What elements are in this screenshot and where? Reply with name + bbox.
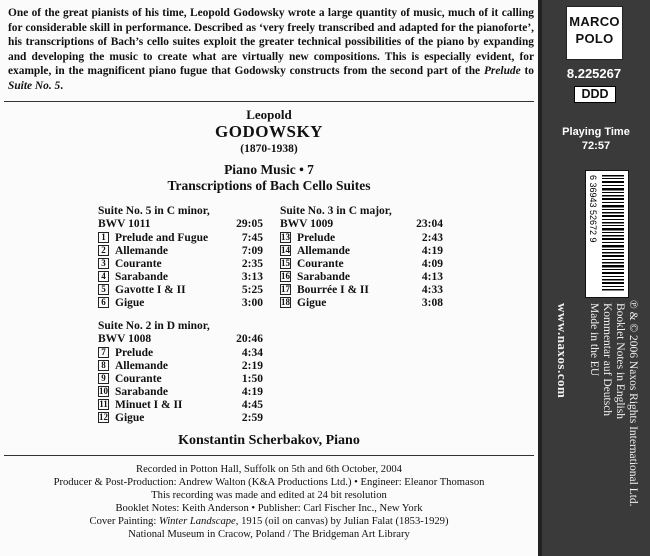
- credit-producer: Producer & Post-Production: Andrew Walton (K&A Productions Ltd.) • Engineer: Eleanor Thomason: [53, 477, 485, 488]
- track-number: 7: [98, 347, 109, 358]
- suite-title: Suite No. 2 in D minor,: [98, 320, 210, 332]
- credit-museum: National Museum in Cracow, Poland / The Bridgeman Art Library: [128, 529, 410, 540]
- track-title: Gigue: [115, 411, 145, 424]
- suite-title: Suite No. 3 in C major,: [280, 205, 392, 217]
- kommentar-language: Kommentar auf Deutsch: [601, 303, 613, 417]
- track-number: 18: [281, 297, 290, 307]
- playing-time-value: 72:57: [581, 140, 611, 152]
- suite-3-block: [280, 205, 443, 309]
- track-number: 5: [98, 284, 109, 295]
- track-duration: 3:13: [241, 270, 263, 283]
- divider-bottom: [4, 455, 534, 456]
- track-row: [98, 372, 263, 385]
- catalog-number: 8.225267: [566, 66, 622, 81]
- track-title: Sarabande: [115, 270, 169, 283]
- credit-booklet-notes: Booklet Notes: Keith Anderson • Publisher: Carl Fischer Inc., New York: [115, 503, 423, 514]
- track-title: Courante: [115, 372, 162, 385]
- track-row: [280, 231, 443, 244]
- track-title: Allemande: [115, 359, 169, 372]
- track-number: 11: [99, 399, 108, 409]
- track-title: Gavotte I & II: [115, 283, 186, 296]
- track-number: 12: [99, 412, 108, 422]
- composer-dates: (1870-1938): [240, 143, 298, 155]
- performer: Konstantin Scherbakov, Piano: [178, 433, 360, 448]
- track-row: [280, 257, 443, 270]
- track-number: 3: [98, 258, 109, 269]
- made-in-eu: Made in the EU: [588, 303, 600, 377]
- track-title: Allemande: [297, 244, 351, 257]
- spine-edge: [538, 0, 542, 556]
- track-number: 2: [98, 245, 109, 256]
- track-row: [280, 296, 443, 309]
- track-title: Sarabande: [297, 270, 351, 283]
- barcode: [585, 170, 629, 298]
- track-number: 9: [98, 373, 109, 384]
- track-row: [280, 244, 443, 257]
- track-title: Courante: [115, 257, 162, 270]
- suite-2-block: [98, 320, 263, 424]
- track-row: [98, 231, 263, 244]
- track-duration: 5:25: [241, 283, 263, 296]
- track-number: 1: [98, 232, 109, 243]
- track-number: 15: [281, 258, 290, 268]
- booklet-notes-language: Booklet Notes in English: [614, 303, 626, 419]
- suite-total-time: 23:04: [416, 218, 443, 230]
- track-duration: 7:09: [241, 244, 263, 257]
- track-number: 10: [99, 386, 108, 396]
- suite-total-time: 20:46: [236, 333, 263, 345]
- playing-time-label: Playing Time: [562, 126, 630, 138]
- track-duration: 2:19: [241, 359, 263, 372]
- album-subtitle: Transcriptions of Bach Cello Suites: [167, 178, 371, 193]
- track-duration: 2:35: [241, 257, 263, 270]
- credit-recorded: Recorded in Potton Hall, Suffolk on 5th and 6th October, 2004: [136, 464, 402, 475]
- track-row: [98, 283, 263, 296]
- track-title: Minuet I & II: [115, 398, 183, 411]
- track-row: [98, 270, 263, 283]
- suite-title: Suite No. 5 in C minor,: [98, 205, 210, 217]
- barcode-graphic: [586, 171, 628, 297]
- track-row: [98, 296, 263, 309]
- track-row: [98, 346, 263, 359]
- track-duration: 4:13: [421, 270, 443, 283]
- track-title: Bourrée I & II: [297, 283, 369, 296]
- track-title: Prelude and Fugue: [115, 231, 209, 244]
- suite-catalog: BWV 1009: [280, 218, 334, 230]
- suite-total-time: 29:05: [236, 218, 263, 230]
- track-number: 16: [281, 271, 290, 281]
- credit-bit-resolution: This recording was made and edited at 24 bit resolution: [151, 490, 387, 501]
- track-duration: 4:45: [241, 398, 263, 411]
- album-title: Piano Music • 7: [224, 162, 314, 177]
- credit-cover: Cover Painting: Winter Landscape, 1915 (oil on canvas) by Julian Falat (1853-1929): [89, 516, 449, 527]
- track-duration: 4:33: [421, 283, 443, 296]
- track-number: 17: [281, 284, 290, 294]
- track-duration: 4:34: [241, 346, 263, 359]
- suite-catalog: BWV 1011: [98, 218, 151, 230]
- track-title: Sarabande: [115, 385, 169, 398]
- track-duration: 4:19: [241, 385, 263, 398]
- track-row: [98, 359, 263, 372]
- track-number: 4: [98, 271, 109, 282]
- track-row: [98, 244, 263, 257]
- track-row: [98, 257, 263, 270]
- website-url: www.naxos.com: [555, 303, 570, 399]
- track-number: 8: [98, 360, 109, 371]
- barcode-digits: 6 36943 52672 9: [588, 175, 598, 243]
- intro-paragraph: One of the great pianists of his time, Leopold Godowsky wrote a large quantity of music, much of it calling for considerable skill in performance. Described as ‘very freely transcribed and adapted for the pianoforte’, his transcriptions of Bach’s cello suites exploit the greater technical possibilities of the piano by expanding and developing the music to create what are virtually new compositions. This is especially evident, for example, in the magnificent piano fugue that Godowsky constructs from the second part of the Prelude to Suite No. 5.: [8, 7, 534, 92]
- track-duration: 4:09: [421, 257, 443, 270]
- track-row: [98, 411, 263, 424]
- track-duration: 3:00: [241, 296, 263, 309]
- composer-last-name: GODOWSKY: [215, 122, 323, 141]
- composer-first-name: Leopold: [246, 107, 292, 122]
- track-title: Gigue: [297, 296, 327, 309]
- track-row: [280, 283, 443, 296]
- track-duration: 1:50: [241, 372, 263, 385]
- track-duration: 2:59: [241, 411, 263, 424]
- track-duration: 7:45: [241, 231, 263, 244]
- ddd-badge: DDD: [574, 86, 616, 103]
- track-number: 13: [281, 232, 290, 242]
- marco-polo-logo: MARCO POLO: [566, 6, 623, 60]
- copyright-notice: ℗ & © 2006 Naxos Rights International Ltd.: [627, 300, 639, 507]
- credits-block: [0, 463, 538, 541]
- track-title: Courante: [297, 257, 344, 270]
- track-title: Prelude: [115, 346, 154, 359]
- track-number: 6: [98, 297, 109, 308]
- track-duration: 3:08: [421, 296, 443, 309]
- track-row: [98, 385, 263, 398]
- suite-5-block: [98, 205, 263, 309]
- track-title: Allemande: [115, 244, 169, 257]
- divider-top: [4, 101, 534, 102]
- track-row: [280, 270, 443, 283]
- suite-catalog: BWV 1008: [98, 333, 152, 345]
- track-duration: 2:43: [421, 231, 443, 244]
- track-number: 14: [281, 245, 290, 255]
- track-row: [98, 398, 263, 411]
- track-title: Gigue: [115, 296, 145, 309]
- track-title: Prelude: [297, 231, 336, 244]
- track-duration: 4:19: [421, 244, 443, 257]
